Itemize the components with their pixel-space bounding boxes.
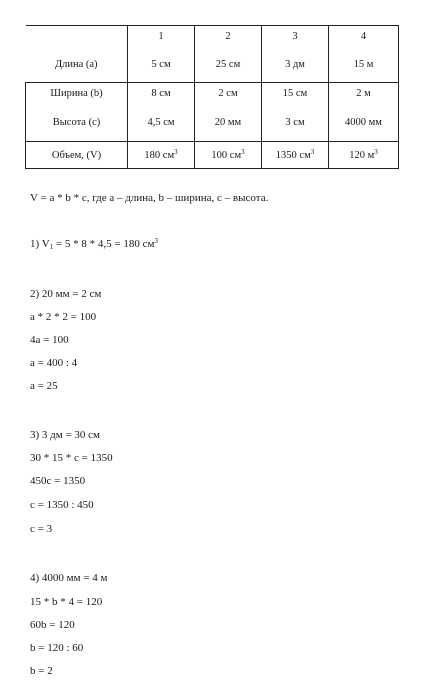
header-cell: 1 xyxy=(128,26,195,47)
cell-exponent: 3 xyxy=(374,147,378,156)
step-3-line: 30 * 15 * c = 1350 xyxy=(30,452,113,464)
formula-line: V = a * b * c, где a – длина, b – ширина, c – высота. xyxy=(30,192,269,204)
step-1-prefix: 1) V xyxy=(30,238,50,250)
cell-value: 120 м xyxy=(349,149,375,161)
cell-value: 180 см xyxy=(144,149,175,161)
step-3-line: c = 3 xyxy=(30,523,53,535)
step-2-line: 4a = 100 xyxy=(30,334,69,346)
cell-value: 1350 см xyxy=(275,149,311,161)
step-3-line: 3) 3 дм = 30 см xyxy=(30,429,101,441)
table-row xyxy=(26,83,399,104)
table-cell: 8 см xyxy=(128,83,195,104)
table-cell: 2 м xyxy=(329,83,399,104)
header-cell: 2 xyxy=(195,26,262,47)
table-cell: 15 м xyxy=(329,46,399,83)
step-4-line: 4) 4000 мм = 4 м xyxy=(30,572,108,584)
header-cell xyxy=(26,26,128,47)
table-cell: 20 мм xyxy=(195,103,262,142)
dimensions-table-wrapper xyxy=(25,25,399,169)
table-row xyxy=(26,142,399,169)
header-cell: 3 xyxy=(262,26,329,47)
cell-exponent: 3 xyxy=(310,147,315,156)
step-1-rest: = 5 * 8 * 4,5 = 180 см xyxy=(53,238,155,250)
header-cell: 4 xyxy=(329,26,399,47)
table-row xyxy=(26,103,399,142)
table-cell: 2 см xyxy=(195,83,262,104)
step-4-line: b = 2 xyxy=(30,665,53,677)
table-cell: 15 см xyxy=(262,83,329,104)
table-cell: 3 см xyxy=(262,103,329,142)
step-2-line: a * 2 * 2 = 100 xyxy=(30,311,97,323)
table-cell xyxy=(195,142,262,169)
step-4-line: 15 * b * 4 = 120 xyxy=(30,596,103,608)
step-2-line: a = 400 : 4 xyxy=(30,357,78,369)
table-cell xyxy=(262,142,329,169)
step-1-line xyxy=(30,238,158,250)
step-4-line: b = 120 : 60 xyxy=(30,642,84,654)
row-label-width: Ширина (b) xyxy=(26,83,128,104)
table-row xyxy=(26,46,399,83)
table-cell xyxy=(128,142,195,169)
table-cell: 3 дм xyxy=(262,46,329,83)
row-label-length: Длина (a) xyxy=(26,46,128,83)
table-cell xyxy=(329,142,399,169)
step-1-subscript: 1 xyxy=(49,243,54,251)
cell-value: 100 см xyxy=(211,149,242,161)
dimensions-table xyxy=(25,25,399,169)
step-4-line: 60b = 120 xyxy=(30,619,75,631)
table-cell: 5 см xyxy=(128,46,195,83)
row-label-height: Высота (c) xyxy=(26,103,128,142)
step-2-line: 2) 20 мм = 2 см xyxy=(30,288,102,300)
table-header-row xyxy=(26,26,399,47)
table-cell: 4000 мм xyxy=(329,103,399,142)
table-cell: 4,5 см xyxy=(128,103,195,142)
row-label-volume: Объем, (V) xyxy=(26,142,128,169)
step-1-superscript: 3 xyxy=(154,237,158,245)
step-3-line: 450c = 1350 xyxy=(30,475,86,487)
step-2-line: a = 25 xyxy=(30,380,58,392)
step-3-line: c = 1350 : 450 xyxy=(30,499,94,511)
cell-exponent: 3 xyxy=(241,147,245,156)
table-cell: 25 см xyxy=(195,46,262,83)
cell-exponent: 3 xyxy=(174,147,178,156)
